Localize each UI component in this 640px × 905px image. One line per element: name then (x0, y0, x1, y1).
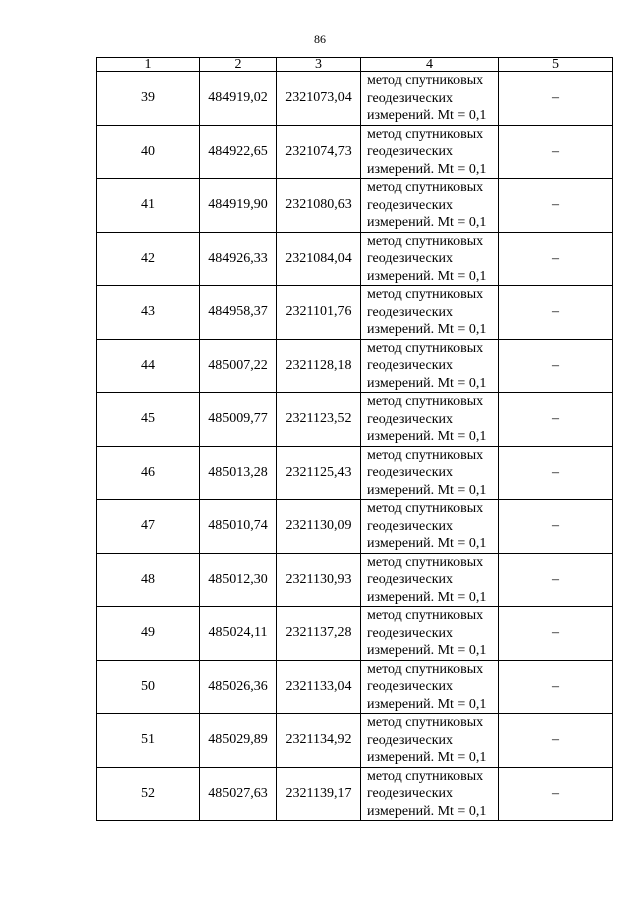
point-number: 45 (97, 393, 200, 447)
point-number: 47 (97, 500, 200, 554)
method-line: измерений. Mt = 0,1 (367, 696, 487, 712)
method-line: метод спутниковых (367, 233, 484, 249)
method-line: геодезических (367, 572, 454, 587)
method-line: метод спутниковых (367, 768, 484, 784)
method-line: измерений. Mt = 0,1 (367, 803, 487, 819)
table-row (97, 607, 613, 661)
table-row (97, 714, 613, 768)
method-line: измерений. Mt = 0,1 (367, 161, 487, 177)
point-number: 52 (97, 767, 200, 821)
column-header: 2 (200, 58, 277, 72)
method-line: метод спутниковых (367, 715, 484, 730)
method-cell (361, 72, 499, 126)
method-line: геодезических (367, 197, 454, 213)
note-cell: – (499, 339, 613, 393)
table-row (97, 339, 613, 393)
point-number: 42 (97, 232, 200, 286)
note-cell: – (499, 767, 613, 821)
method-cell (361, 286, 499, 340)
coordinate-y: 2321080,63 (277, 179, 361, 233)
coordinate-x: 485024,11 (200, 607, 277, 661)
method-cell (361, 232, 499, 286)
point-number: 39 (97, 72, 200, 126)
table-row (97, 767, 613, 821)
coordinates-table (96, 57, 613, 821)
method-cell (361, 553, 499, 607)
method-line: метод спутниковых (367, 608, 484, 623)
note-cell: – (499, 393, 613, 447)
method-line: метод спутниковых (367, 126, 484, 142)
method-cell (361, 179, 499, 233)
point-number: 43 (97, 286, 200, 340)
table-row (97, 125, 613, 179)
note-cell: – (499, 179, 613, 233)
method-line: измерений. Mt = 0,1 (367, 750, 487, 765)
method-cell (361, 339, 499, 393)
method-line: геодезических (367, 90, 454, 106)
method-line: метод спутниковых (367, 501, 484, 516)
coordinate-x: 485013,28 (200, 446, 277, 500)
coordinate-y: 2321101,76 (277, 286, 361, 340)
method-line: измерений. Mt = 0,1 (367, 589, 487, 605)
note-cell: – (499, 607, 613, 661)
note-cell: – (499, 232, 613, 286)
point-number: 48 (97, 553, 200, 607)
coordinate-y: 2321074,73 (277, 125, 361, 179)
note-cell: – (499, 286, 613, 340)
coordinate-x: 485012,30 (200, 553, 277, 607)
coordinate-y: 2321084,04 (277, 232, 361, 286)
method-line: геодезических (367, 304, 454, 320)
table-row (97, 553, 613, 607)
coordinate-y: 2321123,52 (277, 393, 361, 447)
table-row (97, 660, 613, 714)
method-line: измерений. Mt = 0,1 (367, 215, 487, 230)
method-line: измерений. Mt = 0,1 (367, 482, 487, 498)
table-row (97, 179, 613, 233)
point-number: 50 (97, 660, 200, 714)
method-line: измерений. Mt = 0,1 (367, 536, 487, 551)
page-number: 86 (314, 32, 326, 46)
table-header-row (97, 58, 613, 72)
coordinate-x: 485007,22 (200, 339, 277, 393)
note-cell: – (499, 446, 613, 500)
column-header: 3 (277, 58, 361, 72)
table-row (97, 500, 613, 554)
method-line: измерений. Mt = 0,1 (367, 322, 487, 337)
coordinate-y: 2321125,43 (277, 446, 361, 500)
method-line: метод спутниковых (367, 394, 484, 409)
method-line: метод спутниковых (367, 447, 484, 463)
point-number: 49 (97, 607, 200, 661)
method-cell (361, 393, 499, 447)
note-cell: – (499, 660, 613, 714)
method-line: метод спутниковых (367, 287, 484, 302)
coordinate-x: 485010,74 (200, 500, 277, 554)
table-row (97, 72, 613, 126)
coordinate-x: 484926,33 (200, 232, 277, 286)
point-number: 51 (97, 714, 200, 768)
coordinate-x: 485027,63 (200, 767, 277, 821)
coordinate-y: 2321133,04 (277, 660, 361, 714)
point-number: 40 (97, 125, 200, 179)
method-line: измерений. Mt = 0,1 (367, 108, 487, 123)
column-header: 4 (361, 58, 499, 72)
note-cell: – (499, 553, 613, 607)
method-line: измерений. Mt = 0,1 (367, 643, 487, 658)
method-line: геодезических (367, 679, 454, 694)
method-line: измерений. Mt = 0,1 (367, 375, 487, 391)
method-line: измерений. Mt = 0,1 (367, 429, 487, 444)
method-cell (361, 660, 499, 714)
method-cell (361, 125, 499, 179)
table-row (97, 446, 613, 500)
point-number: 44 (97, 339, 200, 393)
method-cell (361, 607, 499, 661)
method-cell (361, 767, 499, 821)
table-body (97, 72, 613, 821)
column-header: 1 (97, 58, 200, 72)
method-line: метод спутниковых (367, 73, 484, 88)
coordinate-x: 484958,37 (200, 286, 277, 340)
note-cell: – (499, 500, 613, 554)
coordinate-x: 484922,65 (200, 125, 277, 179)
coordinate-y: 2321130,93 (277, 553, 361, 607)
method-line: геодезических (367, 625, 454, 641)
column-header: 5 (499, 58, 613, 72)
note-cell: – (499, 714, 613, 768)
coordinate-y: 2321130,09 (277, 500, 361, 554)
coordinate-y: 2321073,04 (277, 72, 361, 126)
method-line: геодезических (367, 465, 454, 480)
point-number: 46 (97, 446, 200, 500)
note-cell: – (499, 125, 613, 179)
table-row (97, 393, 613, 447)
coordinate-x: 484919,90 (200, 179, 277, 233)
coordinate-y: 2321137,28 (277, 607, 361, 661)
method-line: метод спутниковых (367, 554, 484, 570)
coordinate-y: 2321128,18 (277, 339, 361, 393)
method-line: геодезических (367, 144, 454, 159)
coordinate-y: 2321134,92 (277, 714, 361, 768)
method-line: геодезических (367, 786, 454, 801)
method-cell (361, 714, 499, 768)
method-line: геодезических (367, 411, 454, 427)
coordinate-x: 485026,36 (200, 660, 277, 714)
note-cell: – (499, 72, 613, 126)
method-line: метод спутниковых (367, 661, 484, 677)
method-line: геодезических (367, 732, 454, 748)
method-line: измерений. Mt = 0,1 (367, 268, 487, 284)
coordinate-y: 2321139,17 (277, 767, 361, 821)
method-cell (361, 500, 499, 554)
method-line: геодезических (367, 358, 454, 373)
method-line: геодезических (367, 518, 454, 534)
point-number: 41 (97, 179, 200, 233)
method-line: метод спутниковых (367, 340, 484, 356)
coordinate-x: 485029,89 (200, 714, 277, 768)
method-line: метод спутниковых (367, 180, 484, 195)
table-row (97, 232, 613, 286)
table-row (97, 286, 613, 340)
coordinate-x: 485009,77 (200, 393, 277, 447)
method-cell (361, 446, 499, 500)
coordinate-x: 484919,02 (200, 72, 277, 126)
method-line: геодезических (367, 251, 454, 266)
